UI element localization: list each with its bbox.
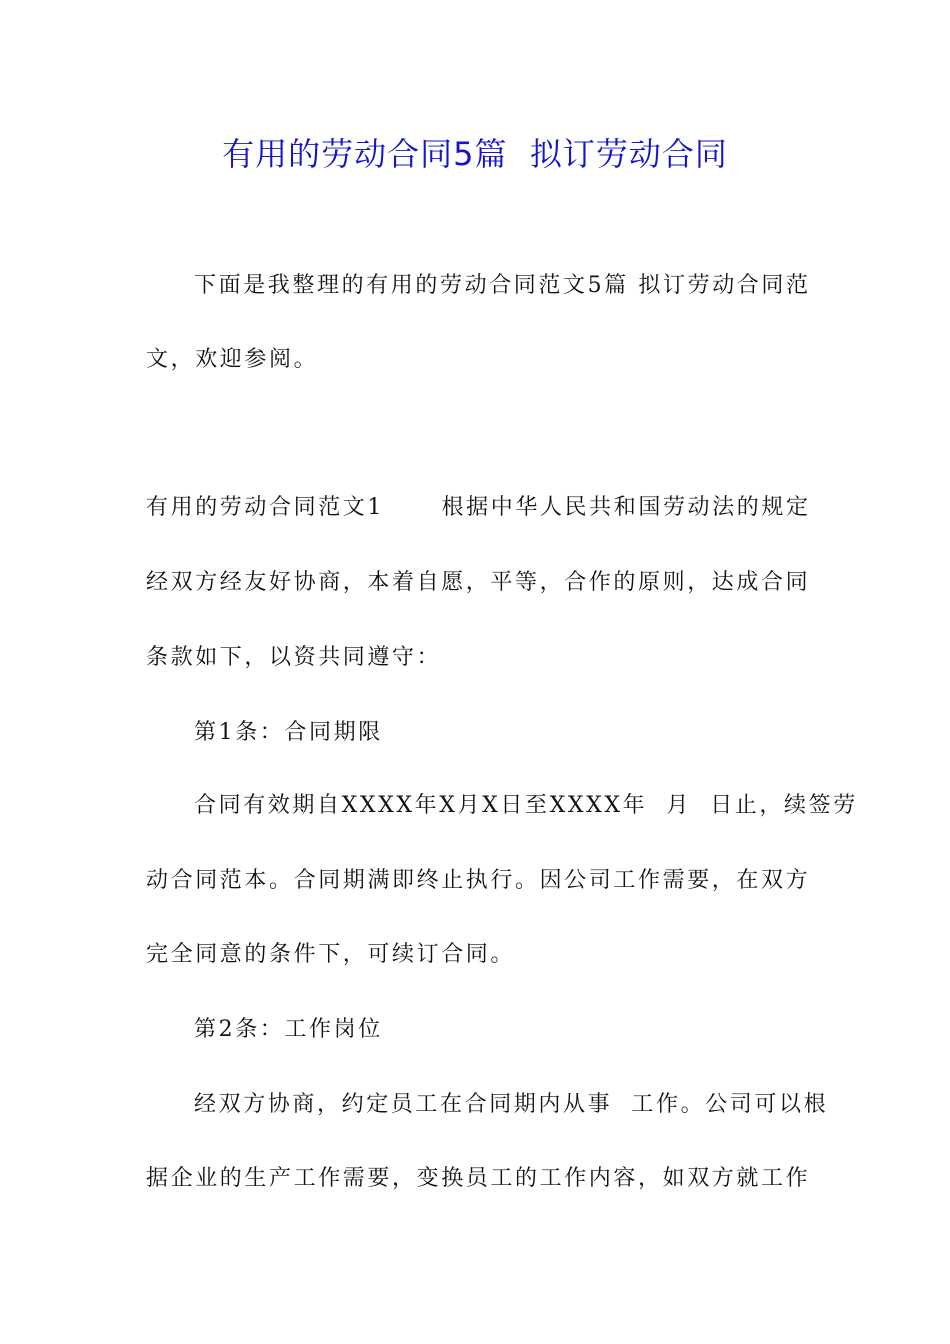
document-title: 有用的劳动合同5篇 拟订劳动合同 — [222, 135, 728, 173]
body-line: 合同有效期自XXXX年X月X日至XXXX年 月 日止，续签劳 — [194, 793, 858, 818]
body-line: 完全同意的条件下，可续订合同。 — [146, 942, 516, 967]
article-heading-2: 第2条：工作岗位 — [194, 1017, 383, 1042]
body-line: 条款如下，以资共同遵守： — [146, 645, 442, 670]
intro-line-2: 文，欢迎参阅。 — [146, 347, 319, 372]
section-heading-line: 有用的劳动合同范文1 根据中华人民共和国劳动法的规定 — [146, 495, 811, 520]
body-line: 据企业的生产工作需要，变换员工的工作内容，如双方就工作 — [146, 1166, 811, 1191]
body-line: 动合同范本。合同期满即终止执行。因公司工作需要，在双方 — [146, 868, 811, 893]
article-heading-1: 第1条：合同期限 — [194, 720, 383, 745]
intro-line-1: 下面是我整理的有用的劳动合同范文5篇 拟订劳动合同范 — [194, 273, 811, 298]
body-line: 经双方协商，约定员工在合同期内从事 工作。公司可以根 — [194, 1092, 829, 1117]
body-line: 经双方经友好协商，本着自愿，平等，合作的原则，达成合同 — [146, 570, 811, 595]
